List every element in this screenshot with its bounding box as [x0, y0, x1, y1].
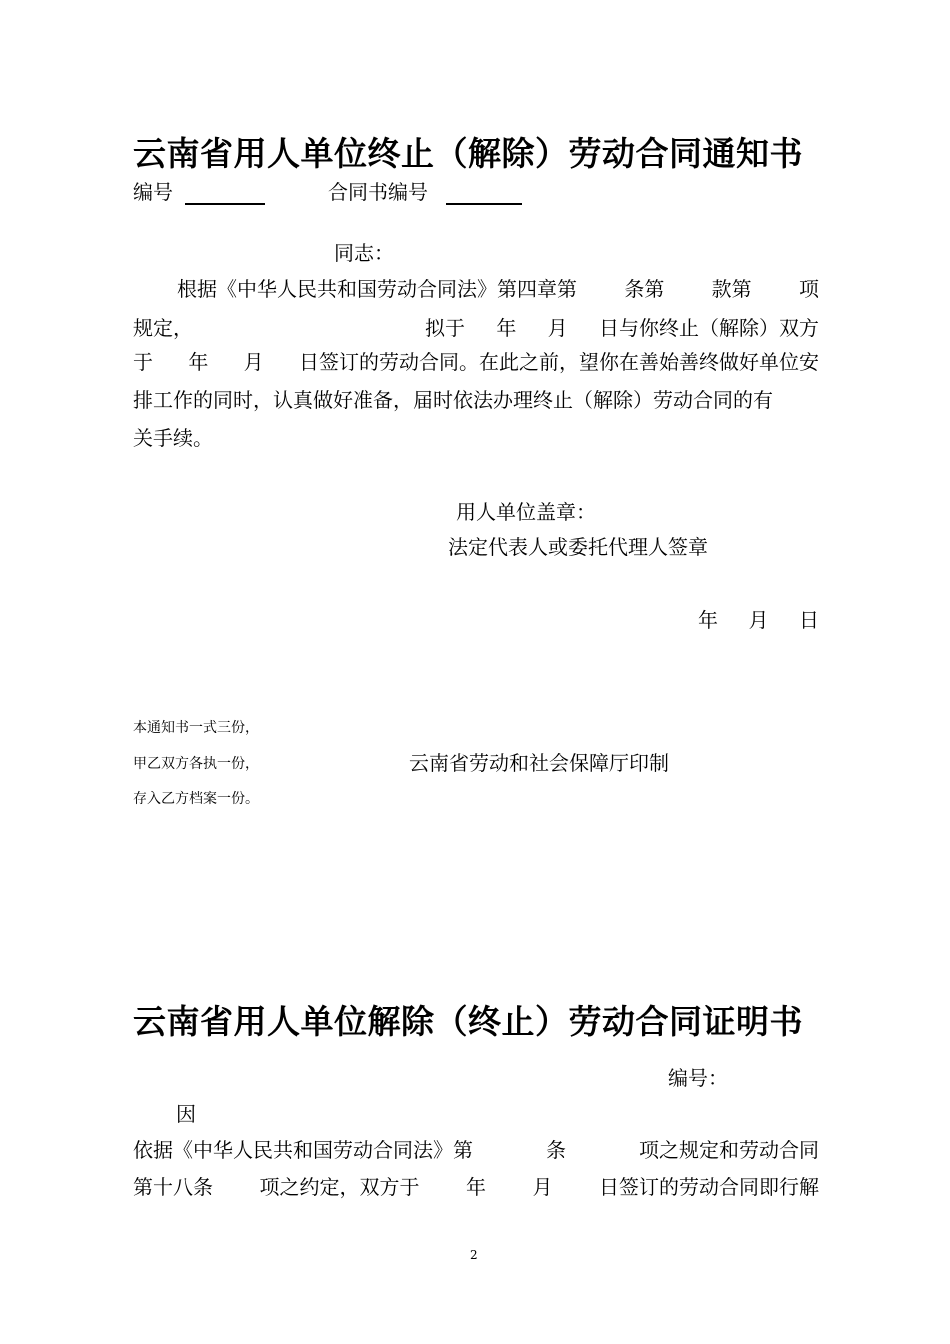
para-text: 日与你终止（解除）双方: [598, 316, 819, 340]
printed-by: 云南省劳动和社会保障厅印制: [409, 751, 669, 775]
notice-number-label: 编号: [133, 180, 173, 204]
cert-text: 项之规定和劳动合同: [639, 1138, 819, 1162]
para-text: 月: [547, 316, 568, 340]
notice-number-row: [133, 176, 265, 205]
certificate-line-2: [133, 1134, 819, 1163]
certificate-line-3: [133, 1171, 819, 1200]
contract-number-label: 合同书编号: [328, 180, 428, 204]
para-text: 根据《中华人民共和国劳动合同法》第四章第: [177, 277, 577, 301]
date-day: 日: [799, 608, 819, 632]
rep-signature: 法定代表人或委托代理人签章: [448, 535, 708, 559]
notice-date: [698, 604, 819, 633]
cert-text: 日签订的劳动合同即行解: [599, 1175, 819, 1199]
para-text: 条第: [624, 277, 665, 301]
notice-para-line-1: [177, 273, 819, 302]
notice-title: 云南省用人单位终止（解除）劳动合同通知书: [133, 134, 803, 173]
cert-text: 年: [466, 1175, 486, 1199]
contract-number-blank: [446, 183, 522, 205]
cert-text: 条: [546, 1138, 566, 1162]
cert-text: 第十八条: [133, 1175, 213, 1199]
notice-para-line-3: [133, 346, 819, 375]
para-text: 于: [133, 350, 153, 374]
contract-number-row: [328, 176, 522, 205]
employer-seal: 用人单位盖章：: [456, 500, 596, 524]
para-text: 款第: [711, 277, 752, 301]
date-year: 年: [698, 608, 718, 632]
salutation: 同志：: [334, 241, 394, 265]
date-month: 月: [748, 608, 769, 632]
para-text: 年: [188, 350, 209, 374]
para-text: 年: [496, 316, 517, 340]
certificate-title: 云南省用人单位解除（终止）劳动合同证明书: [133, 1002, 803, 1041]
para-text: 拟于: [425, 316, 465, 340]
copies-note-3: 存入乙方档案一份。: [133, 791, 259, 807]
notice-para-line-5: 关手续。: [133, 426, 213, 450]
cert-text: 依据《中华人民共和国劳动合同法》第: [133, 1138, 473, 1162]
notice-para-line-4: 排工作的同时，认真做好准备，届时依法办理终止（解除）劳动合同的有: [133, 388, 773, 412]
certificate-number-label: 编号：: [668, 1066, 728, 1090]
para-text: 项: [798, 277, 819, 301]
notice-number-blank: [185, 183, 265, 205]
copies-note-2: 甲乙双方各执一份，: [133, 756, 259, 772]
copies-note-1: 本通知书一式三份，: [133, 720, 259, 736]
page-number: 2: [470, 1248, 478, 1262]
notice-para-line-2a: 规定，: [133, 316, 193, 340]
para-text: 日签订的劳动合同。在此之前，望你在善始善终做好单位安: [298, 350, 819, 374]
cert-text: 项之约定，双方于: [259, 1175, 420, 1199]
para-text: 月: [243, 350, 264, 374]
notice-para-line-2b: [425, 312, 819, 341]
certificate-line-1: 因: [176, 1102, 196, 1126]
cert-text: 月: [532, 1175, 553, 1199]
